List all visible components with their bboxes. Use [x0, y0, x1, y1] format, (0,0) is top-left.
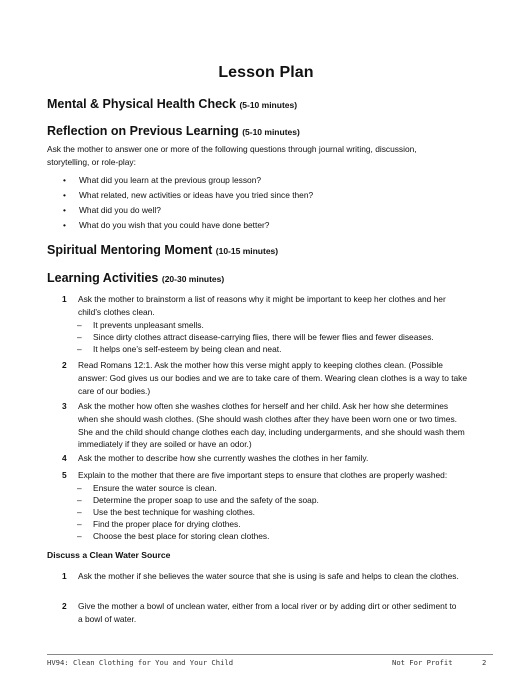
step-text [78, 359, 484, 397]
list-item-text: What do you wish that you could have done better? [79, 220, 270, 230]
intro-line: storytelling, or role-play: [47, 156, 136, 167]
list-item-text: What did you do well? [79, 205, 161, 215]
sub-item-text: Since dirty clothes attract disease-carrying flies, there will be fewer flies and fewer diseases. [93, 332, 434, 342]
step-text [78, 469, 484, 482]
step-line: Ask the mother to brainstorm a list of reasons why it might be important to keep her clothes and her [78, 294, 446, 304]
page-title: Lesson Plan [218, 64, 314, 81]
step-line: child’s clothes clean. [78, 306, 155, 317]
list-item-text: What related, new activities or ideas have you tried since then? [79, 190, 314, 200]
reflection-intro [47, 143, 467, 169]
dash-icon: – [77, 332, 82, 342]
bullet-icon: • [63, 205, 66, 215]
step-text [78, 600, 484, 626]
bullet-icon: • [63, 220, 66, 230]
step-number: 1 [62, 571, 67, 581]
step-number: 5 [62, 470, 67, 480]
sub-item-text: Choose the best place for storing clean clothes. [93, 531, 270, 541]
sub-item-text: Determine the proper soap to use and the safety of the soap. [93, 495, 319, 505]
heading-text: Reflection on Previous Learning [47, 124, 239, 138]
bullet-icon: • [63, 190, 66, 200]
footer-rule [47, 654, 493, 655]
dash-icon: – [77, 531, 82, 541]
dash-icon: – [77, 483, 82, 493]
footer-document-title: HV94: Clean Clothing for You and Your Child [47, 658, 234, 667]
step-line: Ask the mother if she believes the water source that she is using is safe and helps to clean the clothes. [78, 571, 459, 581]
duration-note: (5-10 minutes) [239, 100, 298, 110]
step-number: 2 [62, 601, 67, 611]
bullet-icon: • [63, 175, 66, 185]
duration-note: (5-10 minutes) [242, 127, 300, 137]
sub-item-text: Use the best technique for washing clothes. [93, 507, 256, 517]
sub-item-text: Find the proper place for drying clothes. [93, 519, 241, 529]
intro-line: Ask the mother to answer one or more of the following questions through journal writing, discussion, [47, 144, 417, 154]
heading-text: Spiritual Mentoring Moment [47, 243, 213, 257]
step-number: 3 [62, 401, 67, 411]
section-heading-health-check [47, 97, 297, 111]
dash-icon: – [77, 320, 82, 330]
step-text [78, 452, 484, 465]
step-line: when she should wash clothes. (She should wash clothes after they have been worn one or two times. [78, 413, 457, 424]
section-heading-mentoring [47, 243, 278, 257]
list-item-text: What did you learn at the previous group lesson? [79, 175, 262, 185]
step-line: Ask the mother how often she washes clothes for herself and her child. Ask her how she determines [78, 401, 449, 411]
dash-icon: – [77, 495, 82, 505]
dash-icon: – [77, 344, 82, 354]
step-line: Explain to the mother that there are five important steps to ensure that clothes are properly washed: [78, 470, 448, 480]
step-text [78, 293, 484, 319]
section-heading-activities [47, 271, 224, 285]
duration-note: (10-15 minutes) [215, 246, 279, 256]
step-line: Read Romans 12:1. Ask the mother how this verse might apply to keeping clothes clean. (Possible [78, 360, 443, 370]
step-line: immediately if they are soiled or have an odor.) [78, 439, 252, 450]
step-line: answer: God gives us our bodies and we are to take care of them. Wearing clean clothes is a way to take [78, 372, 468, 383]
step-number: 2 [62, 360, 67, 370]
footer-notice: Not For Profit [392, 658, 453, 667]
step-text [78, 400, 484, 451]
footer-page-number: 2 [482, 658, 487, 667]
step-line: Give the mother a bowl of unclean water, either from a local river or by adding dirt or other sediment to [78, 601, 457, 611]
heading-text: Learning Activities [47, 271, 159, 285]
step-number: 4 [62, 453, 67, 463]
step-line: a bowl of water. [78, 613, 137, 624]
sub-item-text: Ensure the water source is clean. [93, 483, 217, 493]
step-line: Ask the mother to describe how she currently washes the clothes in her family. [78, 453, 369, 463]
dash-icon: – [77, 507, 82, 517]
duration-note: (20-30 minutes) [161, 274, 225, 284]
step-text [78, 570, 484, 583]
sub-item-text: It helps one’s self-esteem by being clean and neat. [93, 344, 282, 354]
sub-item-text: It prevents unpleasant smells. [93, 320, 204, 330]
section-heading-reflection [47, 124, 300, 138]
step-number: 1 [62, 294, 67, 304]
subsection-heading-water-source: Discuss a Clean Water Source [47, 550, 171, 560]
dash-icon: – [77, 519, 82, 529]
step-line: care of our bodies.) [78, 385, 151, 396]
heading-text: Mental & Physical Health Check [47, 97, 236, 111]
step-line: She and the child should change clothes each day, including undergarments, and she should wash them [78, 426, 465, 437]
